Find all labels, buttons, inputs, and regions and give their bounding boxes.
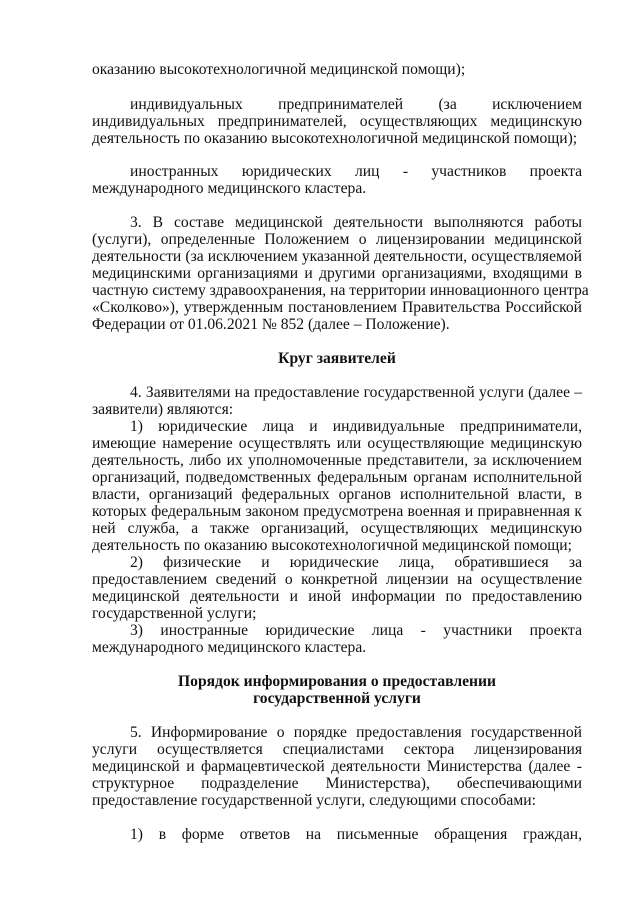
text-line: индивидуальных предпринимателей (за исключением [130, 96, 582, 113]
section-heading: государственной услуги [253, 690, 421, 707]
text-line: предоставление государственной услуги, следующими способами: [92, 792, 536, 809]
text-line: иностранных юридических лиц - участников проекта [130, 163, 582, 180]
text-line: (услуги), определенные Положением о лицензировании медицинской [92, 231, 582, 248]
section-heading: Порядок информирования о предоставлении [178, 673, 496, 690]
text-line: медицинской и фармацевтической деятельности Министерства (далее - [92, 758, 582, 775]
text-line: деятельности (за исключением указанной деятельности, осуществляемой [92, 248, 582, 265]
text-line: оказанию высокотехнологичной медицинской помощи); [92, 61, 466, 78]
text-line: услуги осуществляется специалистами сектора лицензирования [92, 741, 582, 758]
text-line: заявители) являются: [92, 401, 234, 418]
text-line: деятельность по оказанию высокотехнологичной медицинской помощи; [92, 537, 572, 554]
text-line: частную систему здравоохранения, на территории инновационного центра [92, 282, 589, 299]
text-line: предоставлением сведений о конкретной лицензии на осуществление [92, 571, 582, 588]
text-line: власти, организаций федеральных органов исполнительной власти, в [92, 486, 582, 503]
text-line: 4. Заявителями на предоставление государственной услуги (далее – [130, 384, 582, 401]
text-line: международного медицинского кластера. [92, 639, 367, 656]
text-line: 3. В составе медицинской деятельности выполняются работы [130, 214, 582, 231]
section-heading: Круг заявителей [278, 350, 396, 367]
text-line: организаций, подведомственных федеральным органам исполнительной [92, 469, 582, 486]
text-line: деятельность по оказанию высокотехнологичной медицинской помощи); [92, 130, 578, 147]
text-line: международного медицинского кластера. [92, 180, 367, 197]
list-item: 1) в форме ответов на письменные обращения граждан, [130, 826, 582, 843]
text-line: ней служба, а также организаций, осуществляющих медицинскую [92, 520, 582, 537]
text-line: государственной услуги; [92, 605, 257, 622]
list-item: 2) физические и юридические лица, обратившиеся за [130, 554, 582, 571]
list-item: 1) юридические лица и индивидуальные предприниматели, [130, 418, 582, 435]
text-line: «Сколково»), утвержденным постановлением Правительства Российской [92, 299, 582, 316]
text-line: индивидуальных предпринимателей, осуществляющих медицинскую [92, 113, 582, 130]
text-line: медицинскими организациями и другими организациями, входящими в [92, 265, 582, 282]
text-line: 5. Информирование о порядке предоставления государственной [130, 724, 582, 741]
text-line: Федерации от 01.06.2021 № 852 (далее – Положение). [92, 316, 450, 333]
text-line: медицинской деятельности и иной информации по предоставлению [92, 588, 582, 605]
text-line: структурное подразделение Министерства), обеспечивающими [92, 775, 582, 792]
text-line: имеющие намерение осуществлять или осуществляющие медицинскую [92, 435, 582, 452]
text-line: деятельность, либо их уполномоченные представители, за исключением [92, 452, 582, 469]
text-line: которых федеральным законом предусмотрена военная и приравненная к [92, 503, 582, 520]
list-item: 3) иностранные юридические лица - участники проекта [130, 622, 582, 639]
